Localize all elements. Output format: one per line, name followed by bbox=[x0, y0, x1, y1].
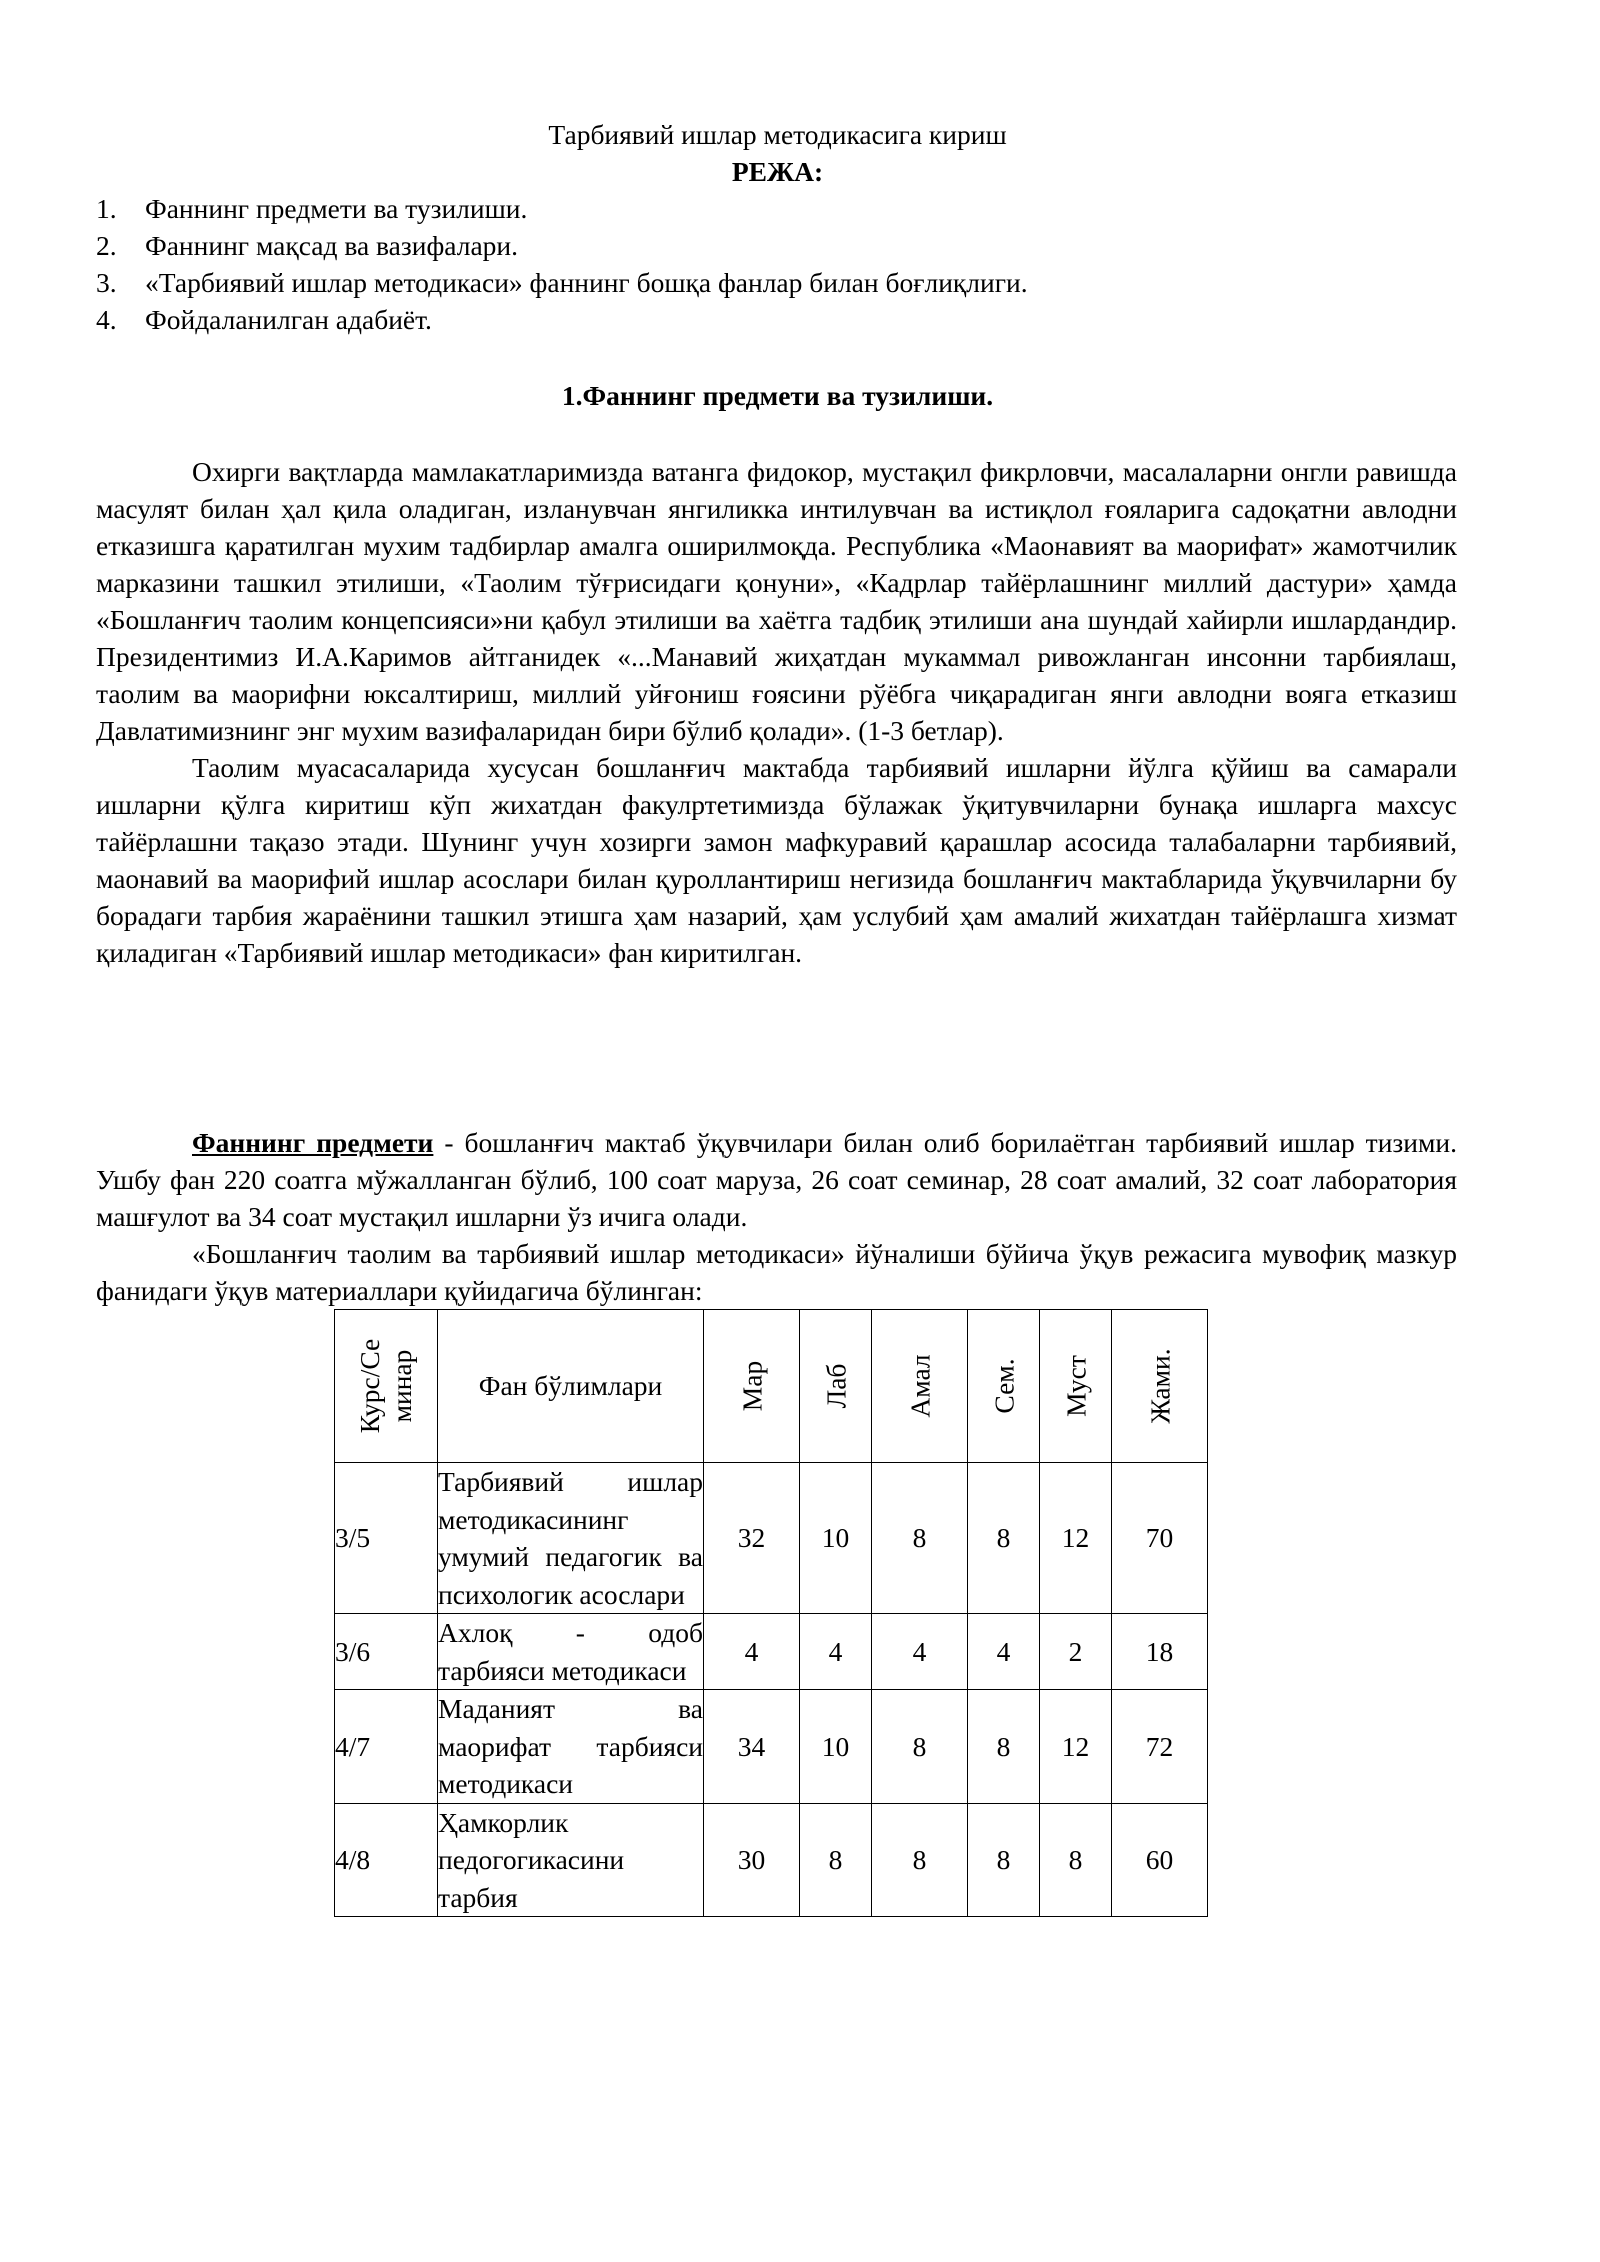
plan-item-number: 4. bbox=[96, 304, 117, 335]
independent-cell: 8 bbox=[1040, 1803, 1112, 1917]
column-header-section: Фан бўлимлари bbox=[438, 1310, 704, 1463]
total-cell: 72 bbox=[1112, 1690, 1208, 1804]
column-header-lecture: Мар bbox=[704, 1310, 800, 1463]
curriculum-table bbox=[334, 1309, 1208, 1917]
body-paragraphs bbox=[96, 453, 1457, 971]
table-row bbox=[335, 1803, 1208, 1917]
column-header-practical: Амал bbox=[872, 1310, 968, 1463]
plan-item bbox=[96, 301, 1028, 338]
independent-cell: 12 bbox=[1040, 1463, 1112, 1614]
column-header-course: Курс/Се минар bbox=[335, 1310, 438, 1463]
total-cell: 70 bbox=[1112, 1463, 1208, 1614]
section-cell: Ахлоқ - одоб тарбияси методикаси bbox=[438, 1614, 704, 1690]
table-row bbox=[335, 1614, 1208, 1690]
plan-item bbox=[96, 190, 1028, 227]
seminar-cell: 8 bbox=[968, 1463, 1040, 1614]
lab-cell: 8 bbox=[800, 1803, 872, 1917]
plan-item bbox=[96, 264, 1028, 301]
table-header-row bbox=[335, 1310, 1208, 1463]
subject-paragraphs bbox=[96, 1124, 1457, 1309]
column-header-seminar: Сем. bbox=[968, 1310, 1040, 1463]
plan-item-text: Фойдаланилган адабиёт. bbox=[145, 304, 432, 335]
seminar-cell: 4 bbox=[968, 1614, 1040, 1690]
plan-item-number: 2. bbox=[96, 230, 117, 261]
section-cell: Маданият ва маорифат тарбияси методикаси bbox=[438, 1690, 704, 1804]
table-row bbox=[335, 1463, 1208, 1614]
lab-cell: 4 bbox=[800, 1614, 872, 1690]
course-cell: 4/8 bbox=[335, 1803, 438, 1917]
document-title: Тарбиявий ишлар методикасига кириш bbox=[548, 119, 1007, 150]
column-header-total: Жами. bbox=[1112, 1310, 1208, 1463]
section-cell: Тарбиявий ишлар методикасининг умумий педагогик ва психологик асослари bbox=[438, 1463, 704, 1614]
plan-item-number: 3. bbox=[96, 267, 117, 298]
course-cell: 3/6 bbox=[335, 1614, 438, 1690]
seminar-cell: 8 bbox=[968, 1803, 1040, 1917]
lecture-cell: 34 bbox=[704, 1690, 800, 1804]
independent-cell: 12 bbox=[1040, 1690, 1112, 1804]
column-header-independent: Муст bbox=[1040, 1310, 1112, 1463]
plan-item bbox=[96, 227, 1028, 264]
independent-cell: 2 bbox=[1040, 1614, 1112, 1690]
subject-term: Фаннинг предмети bbox=[192, 1127, 434, 1158]
plan-item-number: 1. bbox=[96, 193, 117, 224]
lab-cell: 10 bbox=[800, 1463, 872, 1614]
plan-item-text: Фаннинг мақсад ва вазифалари. bbox=[145, 230, 518, 261]
paragraph: Охирги вақтларда мамлакатларимизда ватанга фидокор, мустақил фикрловчи, масалаларни онгли равишда масулят билан ҳал қила оладиган, изланувчан янгиликка интилувчан ва истиқлол ғояларига садоқатни авлодни етказишга қаратилган мухим тадбирлар амалга оширилмоқда. Республика «Маонавият ва маорифат» жамотчилик марказини ташкил этилиши, «Таолим тўғрисидаги қонуни», «Кадрлар тайёрлашнинг миллий дастури» ҳамда «Бошланғич таолим концепсияси»ни қабул этилиши ва хаётга тадбиқ этилиши ана шундай хайирли ишлардандир. Президентимиз И.А.Каримов айтганидек «...Манавий жиҳатдан мукаммал ривожланган инсонни тарбиялаш, таолим ва маорифни юксалтириш, миллий уйғониш ғоясини рўёбга чиқарадиган янги авлодни вояга етказиш Давлатимизнинг энг мухим вазифаларидан бири бўлиб қолади». (1-3 бетлар). bbox=[96, 456, 1457, 746]
plan-list bbox=[96, 190, 1028, 338]
practical-cell: 4 bbox=[872, 1614, 968, 1690]
practical-cell: 8 bbox=[872, 1463, 968, 1614]
column-header-lab: Лаб bbox=[800, 1310, 872, 1463]
plan-heading: РЕЖА: bbox=[731, 156, 824, 187]
seminar-cell: 8 bbox=[968, 1690, 1040, 1804]
paragraph: Таолим муасасаларида хусусан бошланғич мактабда тарбиявий ишларни йўлга қўйиш ва самарали ишларни қўлга киритиш кўп жихатдан факулртетимизда бўлажак ўқитувчиларни бунақа ишларга махсус тайёрлашни тақазо этади. Шунинг учун хозирги замон мафкуравий қарашлар асосида талабаларни тарбиявий, маонавий ва маорифий ишлар асослари билан қуроллантириш негизида бошланғич мактабларида ўқувчиларни бу борадаги тарбия жараёнини ташкил этишга ҳам назарий, ҳам услубий ҳам амалий жихатдан тайёрлашга хизмат қиладиган «Тарбиявий ишлар методикаси» фан киритилган. bbox=[96, 752, 1457, 968]
total-cell: 18 bbox=[1112, 1614, 1208, 1690]
lecture-cell: 30 bbox=[704, 1803, 800, 1917]
table-row bbox=[335, 1690, 1208, 1804]
lecture-cell: 32 bbox=[704, 1463, 800, 1614]
course-cell: 4/7 bbox=[335, 1690, 438, 1804]
practical-cell: 8 bbox=[872, 1690, 968, 1804]
subject-definition: - бошланғич мактаб ўқувчилари билан олиб борилаётган тарбиявий ишлар тизими. Ушбу фан 220 соатга мўжалланган бўлиб, 100 соат маруза, 26 соат семинар, 28 соат амалий, 32 соат лаборатория машғулот ва 34 соат мустақил ишларни ўз ичига олади. bbox=[96, 1127, 1457, 1232]
paragraph: «Бошланғич таолим ва тарбиявий ишлар методикаси» йўналиши бўйича ўқув режасига мувофиқ мазкур фанидаги ўқув материаллари қуйидагича бўлинган: bbox=[96, 1238, 1457, 1306]
section-cell: Ҳамкорлик педогогикасини тарбия bbox=[438, 1803, 704, 1917]
lab-cell: 10 bbox=[800, 1690, 872, 1804]
total-cell: 60 bbox=[1112, 1803, 1208, 1917]
practical-cell: 8 bbox=[872, 1803, 968, 1917]
plan-item-text: Фаннинг предмети ва тузилиши. bbox=[145, 193, 528, 224]
plan-item-text: «Тарбиявий ишлар методикаси» фаннинг бошқа фанлар билан боғлиқлиги. bbox=[145, 267, 1028, 298]
paragraph bbox=[96, 1124, 1457, 1235]
course-cell: 3/5 bbox=[335, 1463, 438, 1614]
lecture-cell: 4 bbox=[704, 1614, 800, 1690]
section-heading: 1.Фаннинг предмети ва тузилиши. bbox=[561, 380, 994, 411]
